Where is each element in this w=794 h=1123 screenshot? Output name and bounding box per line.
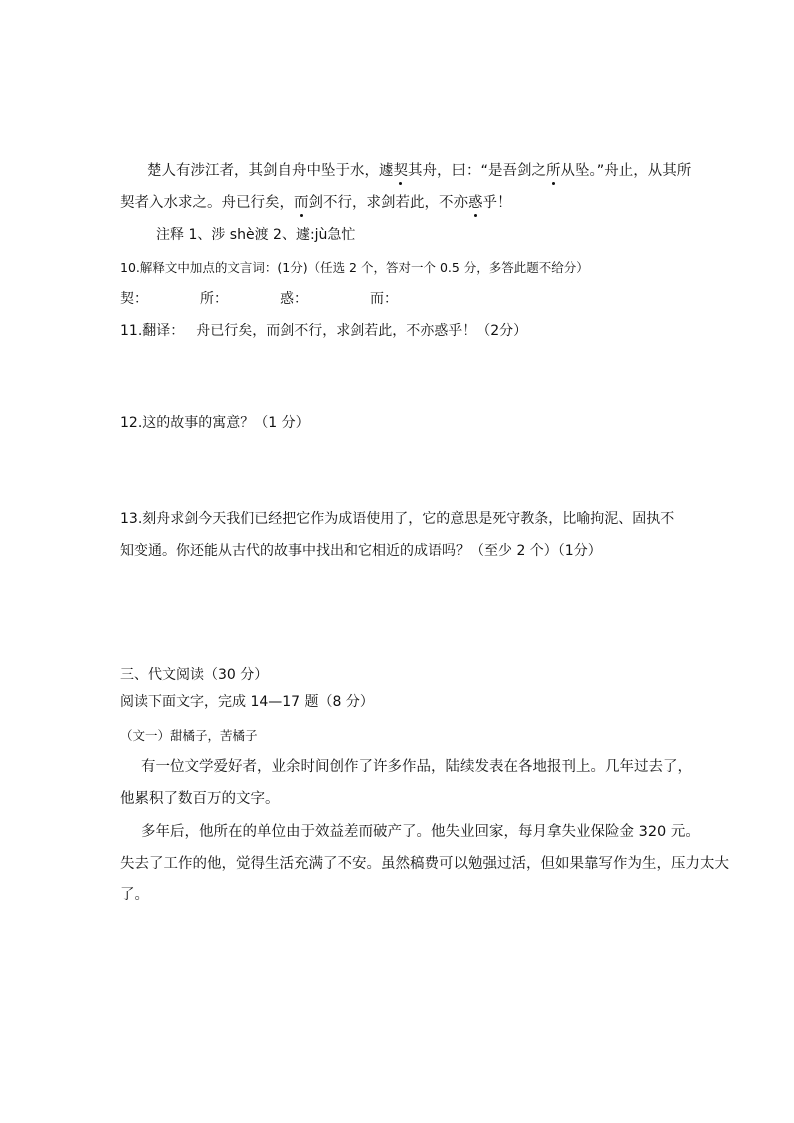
- article-p2-line-1: 多年后，他所在的单位由于效益差而破产了。他失业回家，每月拿失业保险金 320 元。: [141, 824, 700, 840]
- question-13-line-1: 13.刻舟求剑今天我们已经把它作为成语使用了，它的意思是死守教条，比喻拘泥、固执不: [120, 511, 675, 527]
- question-10: 10.解释文中加点的文言词：(1分)（任选 2 个，答对一个 0.5 分，多答此题不给分）: [120, 260, 589, 275]
- passage-notes: 注释 1、涉 shè渡 2、遽:jù急忙: [156, 227, 356, 243]
- article-p1-line-2: 他累积了数百万的文字。: [120, 791, 280, 807]
- passage-text: 楚人有涉江者，其剑自舟中坠于水，遽: [147, 163, 394, 179]
- article-p2-line-2: 失去了工作的他，觉得生活充满了不安。虽然稿费可以勉强过活，但如果靠写作为生，压力太大: [120, 856, 729, 872]
- passage-line-1: [147, 161, 691, 181]
- passage-line-2: [120, 193, 512, 213]
- dotted-word-suo: 所: [546, 163, 561, 179]
- question-13-line-2: 知变通。你还能从古代的故事中找出和它相近的成语吗？（至少 2 个）（1分）: [120, 543, 602, 559]
- passage-text: 契者入水求之。舟已行矣，: [120, 195, 294, 211]
- question-10-answer-row: [120, 289, 398, 309]
- question-11: [120, 321, 527, 341]
- answer-word-huo: 惑：: [280, 291, 308, 307]
- article-subtitle: （文一）甜橘子，苦橘子: [120, 728, 258, 743]
- answer-word-suo: 所：: [200, 291, 228, 307]
- question-11-text: 舟已行矣，而剑不行，求剑若此，不亦惑乎！（2分）: [196, 323, 528, 339]
- passage-text: 从坠。”舟止，从其所: [560, 163, 692, 179]
- section-3-heading: 三、代文阅读（30 分）: [120, 667, 269, 683]
- answer-word-qi: 契：: [120, 291, 148, 307]
- dotted-word-er: 而: [294, 195, 309, 211]
- question-11-label: 11.翻译：: [120, 323, 185, 339]
- dotted-word-qi: 契: [393, 163, 408, 179]
- passage-text: 乎！: [482, 195, 512, 211]
- section-3-instruction: 阅读下面文字，完成 14—17 题（8 分）: [120, 694, 374, 710]
- passage-text: 其舟，曰：“是吾剑之: [408, 163, 547, 179]
- article-p1-line-1: 有一位文学爱好者，业余时间创作了许多作品，陆续发表在各地报刊上。几年过去了，: [141, 759, 692, 775]
- answer-word-er: 而：: [370, 291, 398, 307]
- article-p2-line-3: 了。: [120, 887, 149, 903]
- question-12: 12.这的故事的寓意？（1 分）: [120, 415, 310, 431]
- passage-text: 剑不行，求剑若此，不亦: [308, 195, 468, 211]
- dotted-word-huo: 惑: [468, 195, 483, 211]
